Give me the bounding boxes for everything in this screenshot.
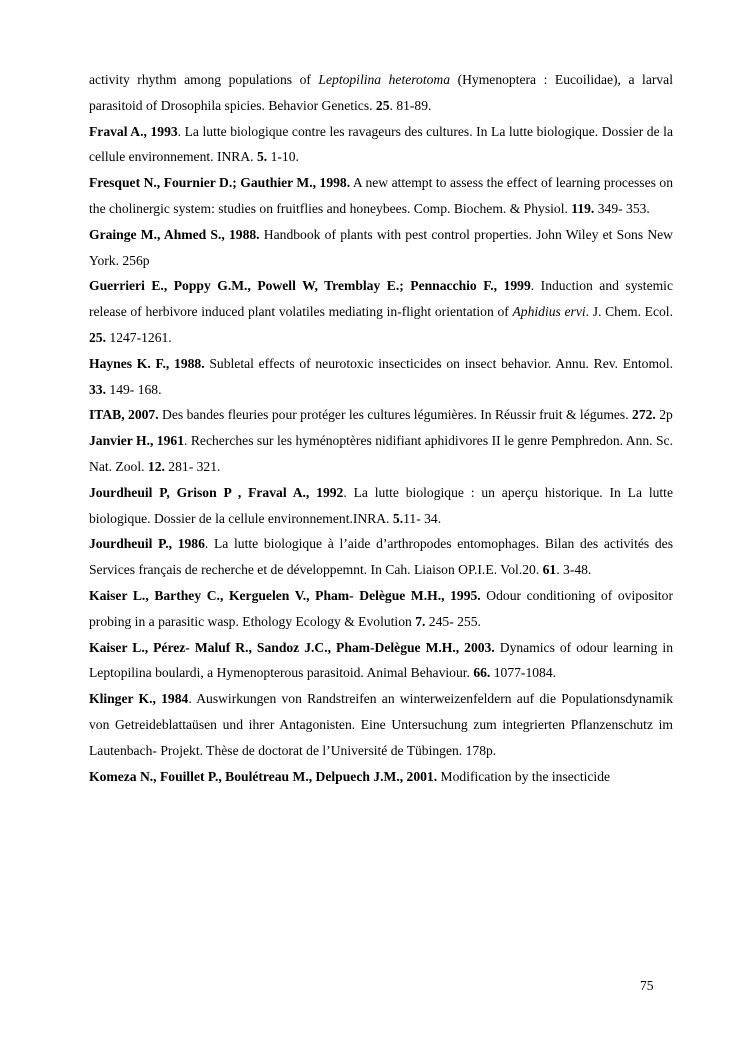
reference-entry	[89, 351, 673, 403]
reference-entry	[89, 686, 673, 763]
reference-text: A new attempt to assess the effect of learning processes on the cholinergic system: studies on fruitflies and honeybees. Comp. Biochem. & Physiol.	[89, 175, 673, 216]
reference-text: Dynamics of odour learning in Leptopilina boulardi, a Hymenopterous parasitoid. Animal Behaviour.	[89, 639, 674, 681]
reference-bold-text: 66.	[473, 665, 491, 681]
reference-text: 1247-1261.	[106, 329, 172, 345]
reference-text: 11- 34.	[403, 510, 442, 526]
reference-bold-text: Grainge M., Ahmed S., 1988.	[89, 226, 260, 242]
reference-entry	[89, 67, 673, 119]
reference-text: 149- 168.	[106, 381, 162, 397]
reference-bold-text: 25	[375, 97, 390, 113]
reference-bold-text: Guerrieri E., Poppy G.M., Powell W, Tremblay E.; Pennacchio F., 1999	[89, 278, 531, 294]
reference-text: . Induction and systemic release of herbivore induced plant volatiles mediating in-flight orientation of	[89, 278, 673, 320]
reference-text: . La lutte biologique : un aperçu historique. In La lutte biologique. Dossier de la cellule environnement.INRA.	[89, 484, 673, 526]
reference-entry	[89, 583, 673, 635]
reference-text: 281- 321.	[164, 458, 221, 474]
reference-bold-text: 12.	[147, 458, 165, 474]
reference-list	[89, 67, 673, 789]
reference-text: . J. Chem. Ecol.	[585, 304, 673, 320]
reference-entry	[89, 119, 673, 171]
reference-bold-text: Klinger K., 1984	[89, 691, 189, 707]
reference-bold-text: Komeza N., Fouillet P., Boulétreau M., Delpuech J.M., 2001.	[89, 768, 438, 784]
reference-entry	[89, 273, 673, 350]
reference-bold-text: Fresquet N., Fournier D.; Gauthier M., 1998.	[89, 175, 351, 191]
reference-text: Subletal effects of neurotoxic insecticides on insect behavior. Annu. Rev. Entomol.	[204, 355, 673, 371]
reference-bold-text: Jourdheuil P, Grison P , Fraval A., 1992	[89, 484, 344, 500]
reference-entry	[89, 222, 673, 274]
reference-text: (Hymenoptera : Eucoilidae), a larval parasitoid of Drosophila spicies. Behavior Genetics.	[89, 72, 673, 113]
reference-text: 1077-1084.	[490, 665, 557, 681]
reference-text: activity rhythm among populations of	[89, 72, 319, 87]
reference-bold-text: 5.	[256, 149, 268, 165]
reference-bold-text: 119.	[571, 200, 595, 216]
reference-entry	[89, 635, 673, 687]
reference-text: 2p	[655, 407, 673, 423]
reference-italic-text: Aphidius ervi	[512, 304, 586, 320]
reference-entry	[89, 402, 673, 428]
reference-bold-text: Kaiser L., Barthey C., Kerguelen V., Pham- Delègue M.H., 1995.	[89, 587, 481, 603]
reference-text: . 3-48.	[556, 562, 592, 578]
reference-bold-text: ITAB, 2007.	[89, 407, 159, 423]
reference-text: . 81-89.	[389, 97, 432, 113]
reference-bold-text: 5.	[392, 510, 404, 526]
reference-text: . La lutte biologique à l’aide d’arthropodes entomophages. Bilan des activités des Services français de recherche et de développemnt. In Cah. Liaison OP.I.E. Vol.20.	[89, 536, 673, 578]
reference-text: Handbook of plants with pest control properties. John Wiley et Sons New York. 256p	[89, 226, 674, 268]
reference-bold-text: 272.	[632, 407, 656, 423]
reference-text: . Auswirkungen von Randstreifen an winterweizenfeldern auf die Populationsdynamik von Getreideblattaüsen und ihrer Antagonisten. Eine Untersuchung zum integrierten Pflanzenschutz im Lautenbach- Projekt. Thèse de doctorat de l’Université de Tübingen. 178p.	[89, 691, 673, 758]
reference-entry	[89, 480, 673, 532]
reference-text: 245- 255.	[425, 613, 481, 629]
page-number: 75	[640, 978, 654, 993]
reference-bold-text: Janvier H., 1961	[89, 433, 184, 449]
reference-text: Modification by the insecticide	[437, 768, 611, 784]
reference-bold-text: Haynes K. F., 1988.	[89, 355, 205, 371]
reference-text: Des bandes fleuries pour protéger les cultures légumières. In Réussir fruit & légumes.	[158, 407, 633, 423]
bibliography-page	[89, 67, 673, 789]
reference-text: 349- 353.	[594, 200, 650, 216]
reference-bold-text: Fraval A., 1993	[89, 123, 178, 139]
reference-entry	[89, 170, 673, 222]
reference-bold-text: 33.	[89, 381, 106, 397]
reference-bold-text: Jourdheuil P., 1986	[89, 536, 205, 552]
reference-entry	[89, 764, 673, 790]
reference-text: 1-10.	[267, 149, 299, 165]
reference-bold-text: 61	[542, 562, 557, 578]
reference-bold-text: 7.	[415, 613, 426, 629]
reference-text: Odour conditioning of ovipositor probing in a parasitic wasp. Ethology Ecology & Evolution	[89, 587, 673, 629]
reference-bold-text: 25.	[89, 329, 106, 345]
reference-text: . Recherches sur les hyménoptères nidifiant aphidivores II le genre Pemphredon. Ann. Sc. Nat. Zool.	[89, 433, 673, 474]
reference-entry	[89, 428, 673, 480]
reference-italic-text: Leptopilina heterotoma	[318, 72, 451, 87]
reference-text: . La lutte biologique contre les ravageurs des cultures. In La lutte biologique. Dossier de la cellule environnement. INRA.	[89, 123, 673, 165]
reference-bold-text: Kaiser L., Pérez- Maluf R., Sandoz J.C., Pham-Delègue M.H., 2003.	[89, 639, 495, 655]
reference-entry	[89, 531, 673, 583]
